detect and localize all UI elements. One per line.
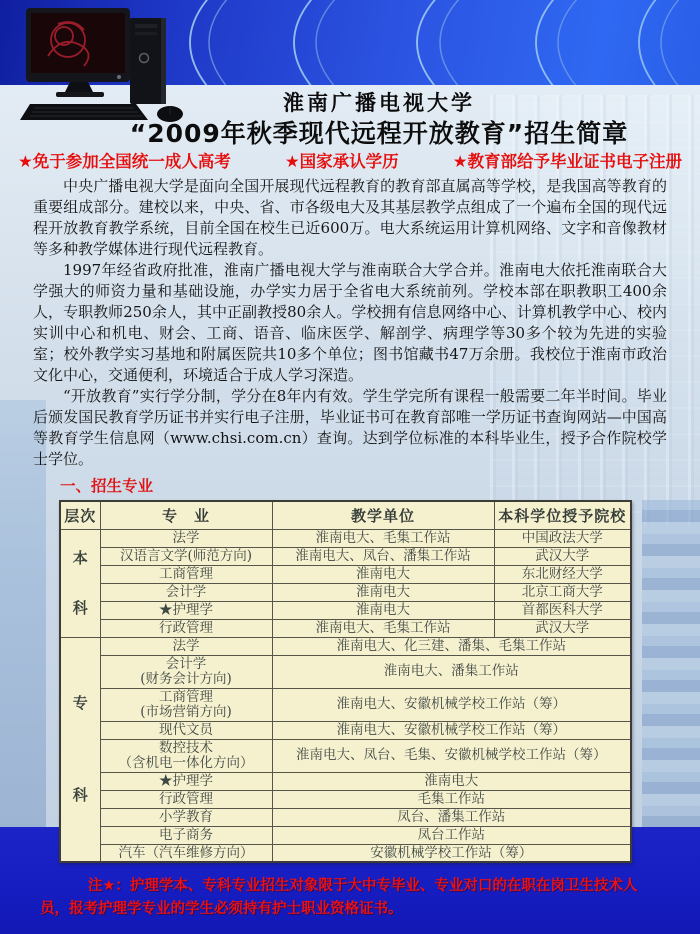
major-cell: 汽车（汽车维修方向） — [100, 844, 272, 862]
col-header-degree-university: 本科学位授予院校 — [494, 501, 631, 529]
unit-cell: 淮南电大 — [272, 583, 494, 601]
unit-cell: 淮南电大 — [272, 565, 494, 583]
major-cell: 小学教育 — [100, 808, 272, 826]
unit-cell: 淮南电大、凤台、毛集、安徽机械学校工作站（筹） — [272, 739, 631, 772]
major-cell: 行政管理 — [100, 619, 272, 637]
unit-cell: 安徽机械学校工作站（筹） — [272, 844, 631, 862]
major-cell: ★护理学 — [100, 601, 272, 619]
slogan-exam-exempt: ★免于参加全国统一成人高考 — [18, 152, 231, 171]
col-header-teaching-unit: 教学单位 — [272, 501, 494, 529]
table-row — [60, 808, 631, 826]
major-cell: 法学 — [100, 529, 272, 547]
table-row — [60, 637, 631, 655]
table-row — [60, 601, 631, 619]
major-cell: 会计学 — [100, 583, 272, 601]
table-row — [60, 565, 631, 583]
major-cell: 行政管理 — [100, 790, 272, 808]
note-text: 注★：护理学本、专科专业招生对象限于大中专毕业、专业对口的在职在岗卫生技术人员，报考护理学专业的学生必须持有护士职业资格证书。 — [40, 878, 638, 917]
table-row — [60, 772, 631, 790]
unit-cell: 淮南电大、毛集工作站 — [272, 619, 494, 637]
major-cell: 会计学 (财务会计方向) — [100, 655, 272, 688]
table-row — [60, 529, 631, 547]
major-cell: 法学 — [100, 637, 272, 655]
table-row — [60, 826, 631, 844]
major-cell: 工商管理 — [100, 565, 272, 583]
degree-cell: 东北财经大学 — [494, 565, 631, 583]
table-row — [60, 790, 631, 808]
table-row — [60, 844, 631, 862]
header-block — [0, 0, 700, 149]
admission-majors-table — [59, 500, 632, 863]
table-header-row — [60, 501, 631, 529]
unit-cell: 淮南电大、安徽机械学校工作站（筹） — [272, 688, 631, 721]
paragraph-open-education: “开放教育”实行学分制，学分在8年内有效。学生学完所有课程一般需要二年半时间。毕业后颁发国民教育学历证书并实行电子注册，毕业证书可在教育部唯一学历证书查询网站—中国高等教育学生信息网（www.chsi.com.cn）查询。达到学位标准的本科毕业生，授予合作院校学士学位。 — [33, 387, 667, 468]
unit-cell: 淮南电大 — [272, 772, 631, 790]
table-row — [60, 739, 631, 772]
unit-cell: 凤台、潘集工作站 — [272, 808, 631, 826]
page-title: 淮南广播电视大学 — [283, 91, 475, 115]
unit-cell: 淮南电大 — [272, 601, 494, 619]
section-title-majors: 一、招生专业 — [60, 477, 154, 495]
unit-cell: 淮南电大、安徽机械学校工作站（筹） — [272, 721, 631, 739]
col-header-major: 专 业 — [100, 501, 272, 529]
unit-cell: 毛集工作站 — [272, 790, 631, 808]
degree-cell: 北京工商大学 — [494, 583, 631, 601]
unit-cell: 淮南电大、凤台、潘集工作站 — [272, 547, 494, 565]
slogan-bar — [0, 152, 700, 172]
table-row — [60, 583, 631, 601]
unit-cell: 淮南电大、毛集工作站 — [272, 529, 494, 547]
major-cell: 现代文员 — [100, 721, 272, 739]
level-label-undergraduate: 本 科 — [60, 529, 100, 637]
degree-cell: 武汉大学 — [494, 619, 631, 637]
page-subtitle: “2009年秋季现代远程开放教育”招生简章 — [129, 119, 629, 148]
major-cell: 电子商务 — [100, 826, 272, 844]
degree-cell: 武汉大学 — [494, 547, 631, 565]
col-header-level: 层次 — [60, 501, 100, 529]
unit-cell: 凤台工作站 — [272, 826, 631, 844]
paragraph-school-history: 1997年经省政府批准，淮南广播电视大学与淮南联合大学合并。淮南电大依托淮南联合大学强大的师资力量和基础设施，办学实力居于全省电大系统前列。学校本部在职教职工400余人，专职教师250余人，其中正副教授80余人。学校拥有信息网络中心、计算机教学中心、校内实训中心和机电、财会、工商、语音、临床医学、解剖学、病理学等30多个较为先进的实验室；校外教学实习基地和附属医院共10多个单位；图书馆藏书47万余册。我校位于淮南市政治文化中心，交通便利，环境适合于成人学习深造。 — [33, 261, 667, 384]
table-row — [60, 721, 631, 739]
slogan-e-registration: ★教育部给予毕业证书电子注册 — [452, 152, 682, 171]
major-cell: 汉语言文学(师范方向) — [100, 547, 272, 565]
table-row — [60, 688, 631, 721]
level-label-college: 专 科 — [60, 637, 100, 862]
slogan-state-recognized: ★国家承认学历 — [284, 152, 399, 171]
degree-cell: 首都医科大学 — [494, 601, 631, 619]
major-cell: ★护理学 — [100, 772, 272, 790]
major-cell: 数控技术 （含机电一体化方向） — [100, 739, 272, 772]
intro-text — [33, 176, 667, 470]
table-row — [60, 619, 631, 637]
paragraph-cctv-university: 中央广播电视大学是面向全国开展现代远程教育的教育部直属高等学校，是我国高等教育的重要组成部分。建校以来，中央、省、市各级电大及其基层教学点组成了一个遍布全国的现代远程开放教育教学系统，目前全国在校生已近600万。电大系统运用计算机网络、文字和音像教材等多种教学媒体进行现代远程教育。 — [33, 177, 667, 258]
unit-cell: 淮南电大、潘集工作站 — [272, 655, 631, 688]
table-row — [60, 547, 631, 565]
degree-cell: 中国政法大学 — [494, 529, 631, 547]
major-cell: 工商管理 (市场营销方向) — [100, 688, 272, 721]
unit-cell: 淮南电大、化三建、潘集、毛集工作站 — [272, 637, 631, 655]
table-row — [60, 655, 631, 688]
